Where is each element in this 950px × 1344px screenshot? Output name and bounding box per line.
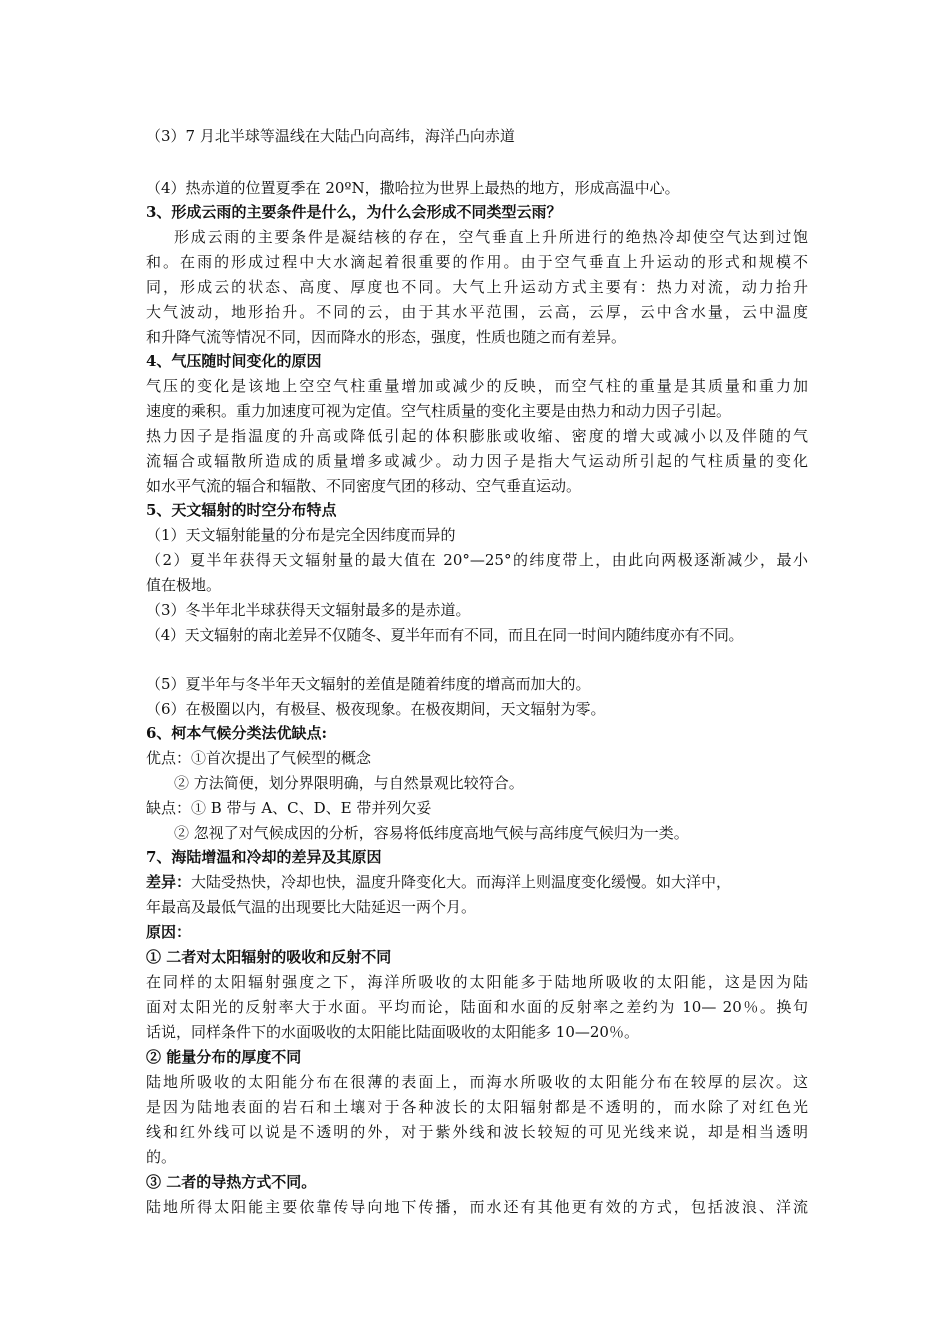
list-item: （2）夏半年获得天文辐射量的最大值在 20°—25°的纬度带上，由此向两极逐渐减少，最小: [146, 551, 808, 569]
paragraph-line: 和升降气流等情况不同，因而降水的形态，强度，性质也随之而有差异。: [146, 328, 627, 346]
difference-text: 大陆受热快，冷却也快，温度升降变化大。而海洋上则温度变化缓慢。如大洋中，: [191, 873, 732, 891]
advantage-line: 优点：①首次提出了气候型的概念: [146, 749, 372, 767]
reason-subheading-1: ① 二者对太阳辐射的吸收和反射不同: [146, 948, 392, 966]
paragraph-line: 陆地所得太阳能主要依靠传导向地下传播，而水还有其他更有效的方式，包括波浪、洋流: [146, 1198, 808, 1216]
paragraph-line: 面对太阳光的反射率大于水面。平均而论，陆面和水面的反射率之差约为 10— 20％。换句: [146, 998, 808, 1016]
paragraph-line: 气压的变化是该地上空空气柱重量增加或减少的反映，而空气柱的重量是其质量和重力加: [146, 377, 808, 395]
section-heading-5: 5、天文辐射的时空分布特点: [146, 501, 337, 519]
section-heading-4: 4、气压随时间变化的原因: [146, 352, 322, 370]
paragraph-line: 是因为陆地表面的岩石和土壤对于各种波长的太阳辐射都是不透明的，而水除了对红色光: [146, 1098, 808, 1116]
text-line: （4）热赤道的位置夏季在 20ºN，撒哈拉为世界上最热的地方，形成高温中心。: [146, 179, 680, 197]
paragraph-line: 的。: [146, 1148, 177, 1166]
paragraph-line: 陆地所吸收的太阳能分布在很薄的表面上，而海水所吸收的太阳能分布在较厚的层次。这: [146, 1073, 808, 1091]
section-heading-3: 3、形成云雨的主要条件是什么，为什么会形成不同类型云雨？: [146, 203, 562, 221]
reason-subheading-2: ② 能量分布的厚度不同: [146, 1048, 302, 1066]
list-item-continuation: 值在极地。: [146, 576, 222, 594]
paragraph-line: 速度的乘积。重力加速度可视为定值。空气柱质量的变化主要是由热力和动力因子引起。: [146, 402, 732, 420]
paragraph-line: 年最高及最低气温的出现要比大陆延迟一两个月。: [146, 898, 477, 916]
difference-line: [146, 870, 731, 894]
paragraph-line: 流辐合或辐散所造成的质量增多或减少。动力因子是指大气运动所引起的气柱质量的变化: [146, 452, 808, 470]
reason-subheading-3: ③ 二者的导热方式不同。: [146, 1173, 317, 1191]
paragraph-line: 同，形成云的状态、高度、厚度也不同。大气上升运动方式主要有：热力对流，动力抬升: [146, 278, 808, 296]
difference-label: 差异：: [146, 873, 192, 891]
list-item: （4）天文辐射的南北差异不仅随冬、夏半年而有不同，而且在同一时间内随纬度亦有不同。: [146, 626, 744, 644]
list-item: （5）夏半年与冬半年天文辐射的差值是随着纬度的增高而加大的。: [146, 675, 591, 693]
paragraph-line: 在同样的太阳辐射强度之下，海洋所吸收的太阳能多于陆地所吸收的太阳能，这是因为陆: [146, 973, 808, 991]
disadvantage-line: ② 忽视了对气候成因的分析，容易将低纬度高地气候与高纬度气候归为一类。: [174, 824, 689, 842]
list-item: （1）天文辐射能量的分布是完全因纬度而异的: [146, 526, 456, 544]
paragraph-line: 如水平气流的辐合和辐散、不同密度气团的移动、空气垂直运动。: [146, 477, 582, 495]
paragraph-line: 和。在雨的形成过程中大水滴起着很重要的作用。由于空气垂直上升运动的形式和规模不: [146, 253, 808, 271]
text-line: （3）7 月北半球等温线在大陆凸向高纬，海洋凸向赤道: [146, 127, 515, 145]
paragraph-line: 大气波动，地形抬升。不同的云，由于其水平范围，云高，云厚，云中含水量，云中温度: [146, 303, 808, 321]
paragraph-line: 热力因子是指温度的升高或降低引起的体积膨胀或收缩、密度的增大或减小以及伴随的气: [146, 427, 808, 445]
list-item: （6）在极圈以内，有极昼、极夜现象。在极夜期间，天文辐射为零。: [146, 700, 606, 718]
section-heading-6: 6、柯本气候分类法优缺点:: [146, 724, 327, 742]
paragraph-line: 线和红外线可以说是不透明的外，对于紫外线和波长较短的可见光线来说，却是相当透明: [146, 1123, 808, 1141]
disadvantage-line: 缺点：① B 带与 A、C、D、E 带并列欠妥: [146, 799, 432, 817]
section-heading-7: 7、海陆增温和冷却的差异及其原因: [146, 848, 382, 866]
list-item: （3）冬半年北半球获得天文辐射最多的是赤道。: [146, 601, 471, 619]
reason-heading: 原因：: [146, 923, 192, 941]
advantage-line: ② 方法简便，划分界限明确，与自然景观比较符合。: [174, 774, 524, 792]
paragraph-line: 形成云雨的主要条件是凝结核的存在，空气垂直上升所进行的绝热冷却使空气达到过饱: [174, 228, 808, 246]
paragraph-line: 话说，同样条件下的水面吸收的太阳能比陆面吸收的太阳能多 10—20％。: [146, 1023, 639, 1041]
